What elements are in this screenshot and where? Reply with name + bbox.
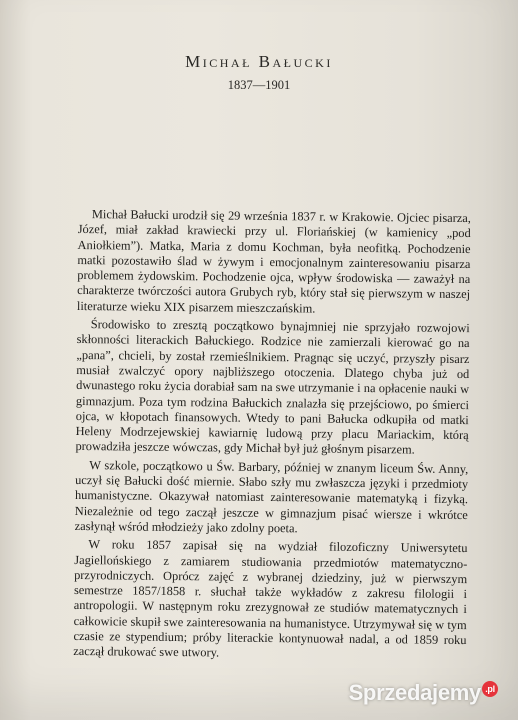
life-years: 1837—1901 [227,78,291,92]
chapter-title: Michał Bałucki [185,52,333,71]
watermark-suffix: .pl [482,681,498,697]
sprzedajemy-watermark [349,680,498,706]
watermark-text: Sprzedajemy [348,680,481,705]
paragraph-4: W roku 1857 zapisał się na wydział filozoficzny Uniwersytetu Jagiellońskiego z zamiarem studiowania przedmiotów matematyczno-przyrodniczych. Oprócz zajęć z wybranej dziedziny, już w pierwszym semestrze 1857/1858 r. słuchał także wykładów z zakresu filologii i antropologii. W następnym roku zrezygnował ze studiów matematycznych i całkowicie skupił swe zainteresowania na humanistyce. Utrzymywał się w tym czasie ze stypendium; próby literackie kontynuował nadal, a od 1859 roku zaczął drukować swe utwory. [73,537,468,660]
body-text [73,207,471,664]
paragraph-3: W szkole, początkowo u Św. Barbary, później w znanym liceum Św. Anny, uczył się Bałucki dość miernie. Słabo szły mu zwłaszcza języki i przedmioty humanistyczne. Okazywał natomiast zainteresowanie matematyką i fizyką. Niezależnie od tego zaczął jeszcze w gimnazjum pisać wiersze i wkrótce zasłynął wśród młodzieży jako zdolny poeta. [74,457,469,536]
paragraph-1: Michał Bałucki urodził się 29 września 1837 r. w Krakowie. Ojciec pisarza, Józef, miał zakład krawiecki przy ul. Floriańskiej (w kamienicy „pod Aniołkiem”). Matka, Maria z domu Kochman, była neofitką. Pochodzenie matki pozostawiło ślad w żywym i emocjonalnym zainteresowaniu pisarza problemem żydowskim. Pochodzenie ojca, wpływ środowiska — zaważył na charakterze twórczości autora Grubych ryb, który stał się pierwszym w naszej literaturze wieku XIX pisarzem mieszczańskim. [76,207,471,316]
paragraph-2: Środowisko to zresztą początkowo bynajmniej nie sprzyjało rozwojowi skłonności literackich Bałuckiego. Rodzice nie zamierzali kierować go na „pana”, chcieli, by został rzemieślnikiem. Pragnąc się uczyć, przyszły pisarz musiał zwalczyć opory najbliższego otoczenia. Dlatego chyba już od dwunastego roku życia dorabiał sam na swe utrzymanie i na opłacenie nauki w gimnazjum. Poza tym rodzina Bałuckich znalazła się przejściowo, po śmierci ojca, w kłopotach finansowych. Wtedy to pani Bałucka odkupiła od matki Heleny Modrzejewskiej kawiarnię ludową przy placu Mariackim, którą prowadziła jeszcze wówczas, gdy Michał był już głośnym pisarzem. [75,317,470,457]
chapter-header [0,52,518,93]
